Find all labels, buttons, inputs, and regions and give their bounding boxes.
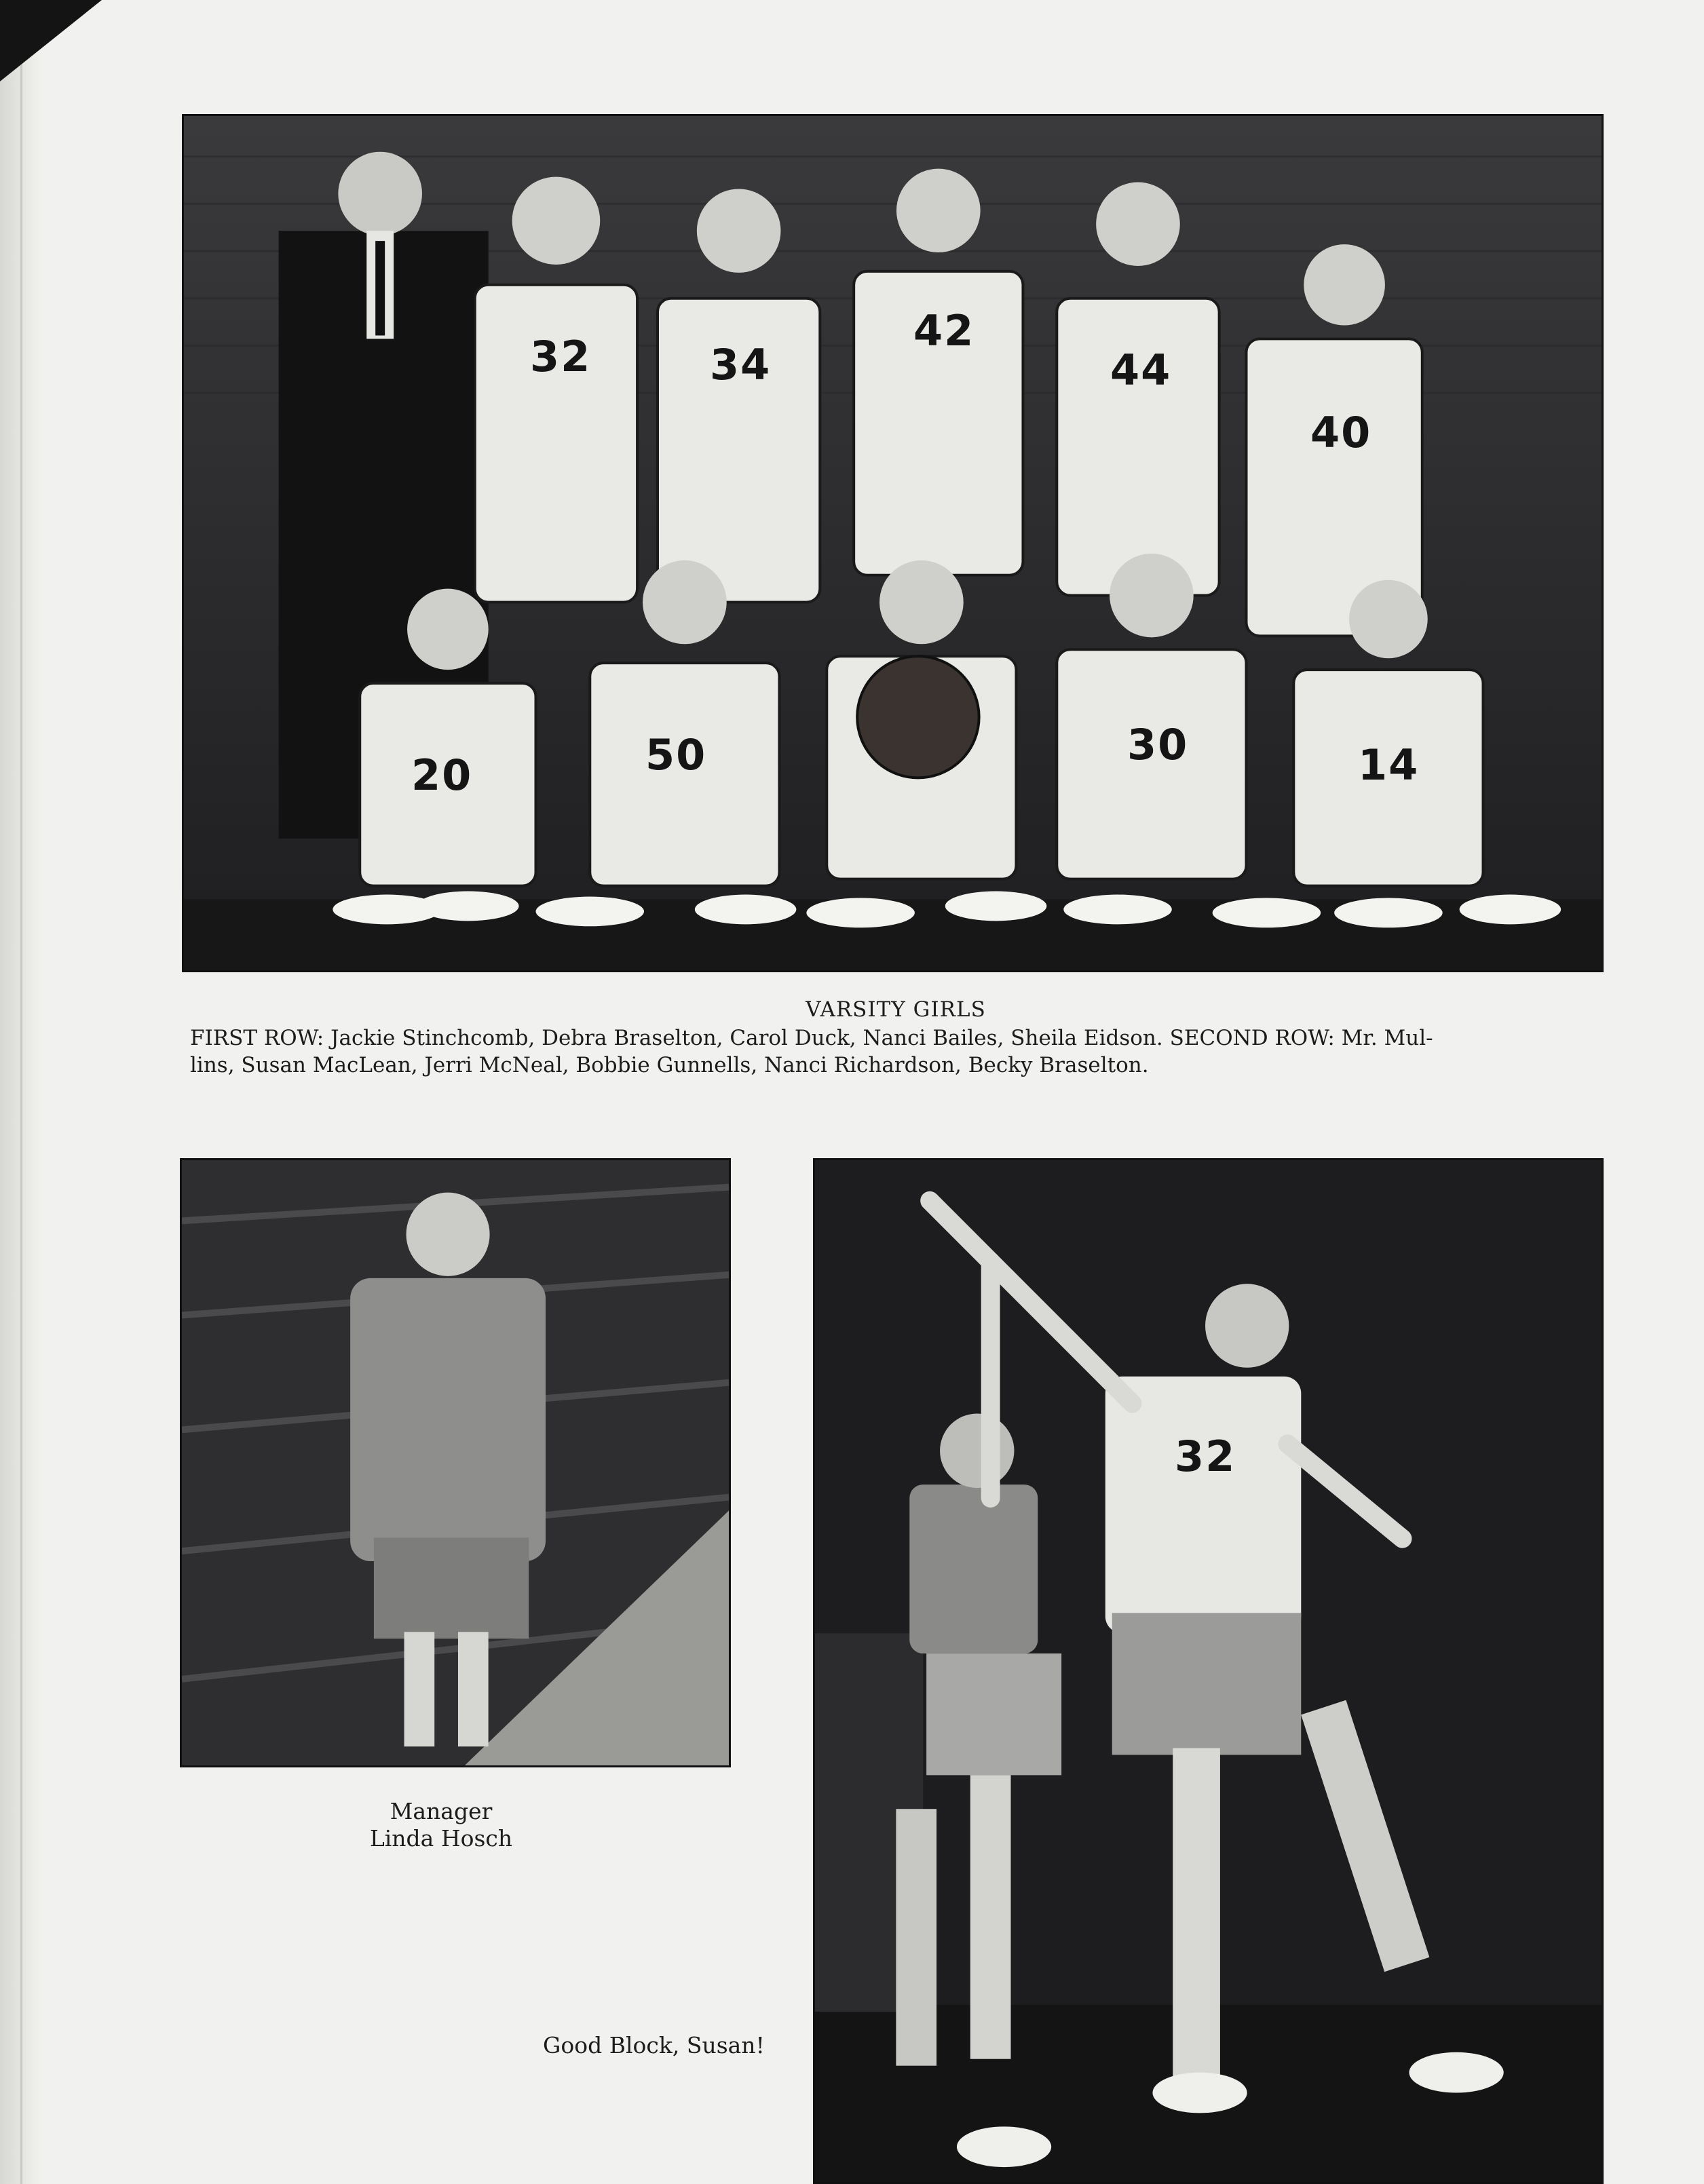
- team-caption-line: FIRST ROW: Jackie Stinchcomb, Debra Braselton, Carol Duck, Nanci Bailes, Sheila Eidson. SECOND ROW: Mr. Mul-: [190, 1026, 1433, 1050]
- manager-caption: [305, 1798, 577, 1852]
- jersey-number: 44: [1110, 345, 1172, 395]
- page-edge-line: [20, 0, 22, 2184]
- jersey-number: 32: [530, 332, 592, 381]
- basketball: [857, 656, 979, 778]
- jersey-number: 20: [411, 750, 473, 800]
- action-photo-graphic: [815, 1160, 1602, 2182]
- manager-caption-name: Linda Hosch: [369, 1825, 513, 1852]
- jersey-number: 42: [913, 306, 975, 356]
- team-caption-line: lins, Susan MacLean, Jerri McNeal, Bobbie Gunnells, Nanci Richardson, Becky Braselton.: [190, 1053, 1149, 1077]
- jersey-number: 32: [1175, 1432, 1236, 1481]
- team-caption-names: [190, 1024, 1615, 1079]
- action-photo: [813, 1158, 1604, 2184]
- jersey-number: 30: [1127, 720, 1189, 769]
- manager-caption-role: Manager: [390, 1798, 493, 1824]
- team-photo: [182, 114, 1604, 972]
- manager-photo-graphic: [182, 1160, 729, 1765]
- jersey-number: 50: [645, 730, 707, 780]
- jersey-number: 14: [1358, 740, 1420, 790]
- team-caption-title: VARSITY GIRLS: [806, 997, 986, 1022]
- jersey-number: 40: [1310, 408, 1372, 457]
- page-corner-tab: [0, 0, 102, 81]
- team-photo-graphic: [184, 116, 1602, 970]
- manager-photo: [180, 1158, 731, 1767]
- jersey-number: 34: [710, 340, 772, 389]
- action-photo-caption: Good Block, Susan!: [543, 2032, 765, 2058]
